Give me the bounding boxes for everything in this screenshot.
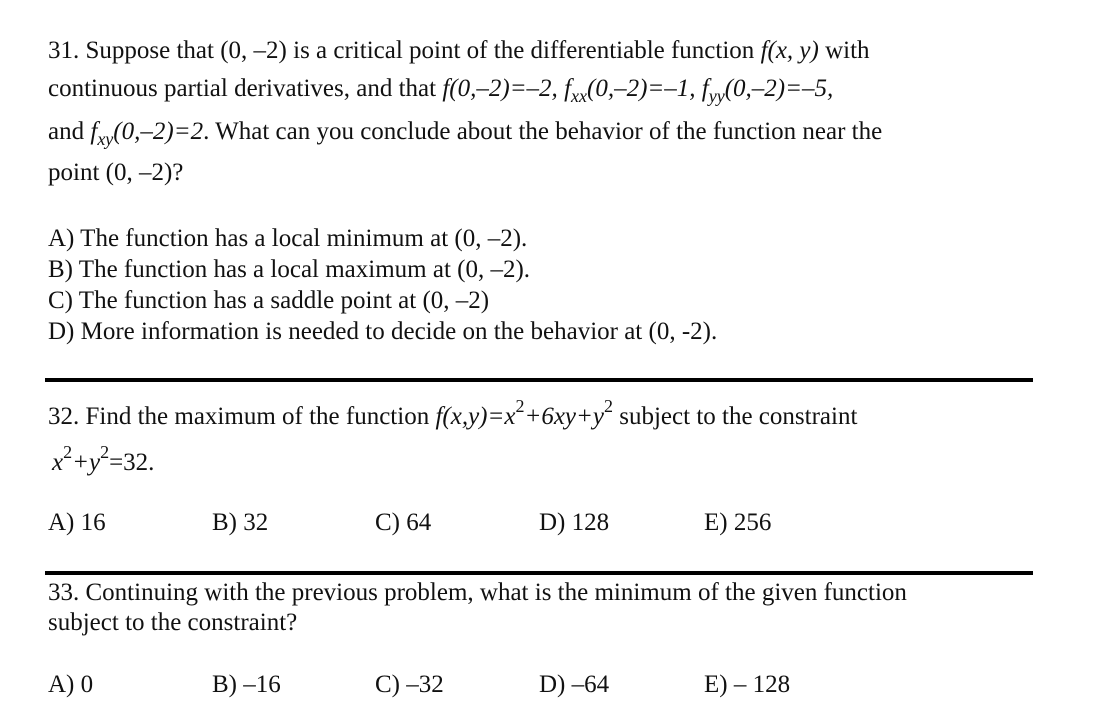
q31-and: and bbox=[48, 118, 91, 145]
q31-fxx-subscript: xx bbox=[571, 86, 587, 106]
q33-choice-b[interactable]: B) –16 bbox=[212, 671, 281, 698]
q32-choice-c[interactable]: C) 64 bbox=[375, 509, 432, 536]
q32-line-2 bbox=[52, 443, 154, 475]
q33-choice-a[interactable]: A) 0 bbox=[48, 671, 94, 698]
q32-choice-a[interactable]: A) 16 bbox=[48, 509, 106, 536]
q32-constraint-plus-y: +y bbox=[72, 449, 101, 476]
q31-fxx-value: (0,–2)=–1, bbox=[587, 75, 696, 102]
q32-constraint-exp-2: 2 bbox=[100, 442, 110, 462]
q33-choice-c[interactable]: C) –32 bbox=[375, 671, 444, 698]
q31-fyy-letter: f bbox=[701, 75, 709, 102]
q31-choice-c[interactable]: C) The function has a saddle point at (0, –2) bbox=[48, 287, 490, 314]
q32-constraint-x: x bbox=[52, 449, 64, 476]
q31-stem-with: with bbox=[818, 37, 870, 64]
q31-fyy-subscript: yy bbox=[708, 86, 725, 106]
q31-line-3 bbox=[48, 119, 882, 148]
q32-exp-1: 2 bbox=[515, 396, 525, 416]
q31-choice-a[interactable]: A) The function has a local minimum at (0, –2). bbox=[48, 225, 528, 252]
q31-f-value: f(0,–2)=–2, bbox=[442, 75, 558, 102]
q31-stem-text: 31. Suppose that (0, –2) is a critical point of the differentiable function bbox=[48, 37, 761, 64]
q31-fyy-value: (0,–2)=–5, bbox=[724, 75, 834, 102]
q32-function-pre: f(x,y)=x bbox=[435, 403, 516, 430]
q31-stem-text-2: continuous partial derivatives, and that bbox=[48, 75, 443, 102]
q32-stem-text: 32. Find the maximum of the function bbox=[48, 403, 436, 430]
q32-constraint-exp-1: 2 bbox=[63, 442, 73, 462]
q32-constraint-eq: =32. bbox=[109, 449, 155, 476]
q31-line-4 bbox=[48, 160, 183, 185]
q31-function-fxy: f(x, y) bbox=[760, 37, 819, 64]
q31-fxy-letter: f bbox=[90, 118, 98, 145]
q33-line-1: 33. Continuing with the previous problem, what is the minimum of the given function bbox=[48, 579, 907, 606]
q31-choice-b[interactable]: B) The function has a local maximum at (0, –2). bbox=[48, 256, 531, 283]
q32-choice-d[interactable]: D) 128 bbox=[539, 509, 610, 536]
q32-choice-b[interactable]: B) 32 bbox=[212, 509, 269, 536]
q32-exp-2: 2 bbox=[604, 396, 613, 416]
q31-fxy-subscript: xy bbox=[97, 129, 114, 149]
q31-question-text: . What can you conclude about the behavior of the function near the bbox=[203, 118, 883, 145]
q32-stem-post: subject to the constraint bbox=[613, 403, 858, 430]
q33-line-2: subject to the constraint? bbox=[48, 609, 298, 636]
q32-line-1 bbox=[48, 397, 857, 429]
q31-line-2 bbox=[48, 76, 833, 105]
q33-choice-d[interactable]: D) –64 bbox=[539, 671, 610, 698]
q31-choice-d[interactable]: D) More information is needed to decide on the behavior at (0, -2). bbox=[48, 318, 718, 345]
q31-point: point (0, –2)? bbox=[48, 159, 184, 186]
q31-fxy-value: (0,–2)=2 bbox=[113, 118, 204, 145]
q32-choice-e[interactable]: E) 256 bbox=[704, 509, 772, 536]
q32-function-mid: +6xy+y bbox=[524, 403, 604, 430]
q31-line-1 bbox=[48, 38, 870, 63]
divider-rule-2 bbox=[45, 571, 1033, 575]
divider-rule-1 bbox=[45, 378, 1033, 382]
q33-choice-e[interactable]: E) – 128 bbox=[704, 671, 791, 698]
q31-fxx-letter: f bbox=[564, 75, 572, 102]
